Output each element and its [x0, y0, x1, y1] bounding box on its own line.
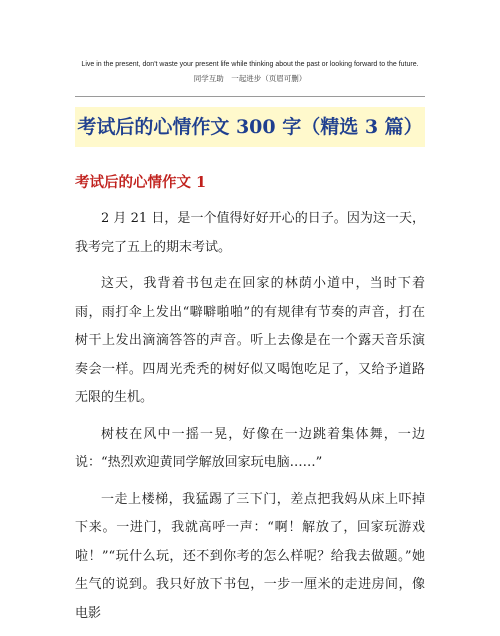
paragraph-3: 树枝在风中一摇一晃，好像在一边跳着集体舞，一边说：“热烈欢迎黄同学解放回家玩电脑……”: [75, 426, 425, 470]
page-header: [75, 60, 425, 84]
paragraph-2: 这天，我背着书包走在回家的林荫小道中，当时下着雨，雨打伞上发出“噼噼啪啪”的有规律有节奏的声音，打在树干上发出滴滴答答的声音。听上去像是在一个露天音乐演奏会一样。四周光秃秃的树好似又喝饱吃足了，又给予道路无限的生机。: [75, 276, 425, 405]
paragraph-4: 一走上楼梯，我猛踢了三下门，差点把我妈从床上吓掉下来。一进门，我就高呼一声：“啊！解放了，回家玩游戏啦！”“玩什么玩，还不到你考的怎么样呢？给我去做题。”她生气的说到。我只好放下书包，一步一厘米的走进房间，像电影: [75, 491, 425, 621]
header-subtitle: 同学互助 一起进步（页眉可删）: [193, 74, 307, 83]
essay-body: [75, 205, 425, 636]
header-divider: [75, 96, 425, 97]
document-title: 考试后的心情作文 300 字（精选 3 篇）: [77, 116, 423, 138]
paragraph-1: 2 月 21 日，是一个值得好好开心的日子。因为这一天，我考完了五上的期末考试。: [75, 211, 425, 255]
header-quote: Live in the present, don't waste your present life while thinking about the past or looking forward to the future.: [81, 61, 419, 68]
section-heading: 考试后的心情作文 1: [75, 174, 207, 191]
